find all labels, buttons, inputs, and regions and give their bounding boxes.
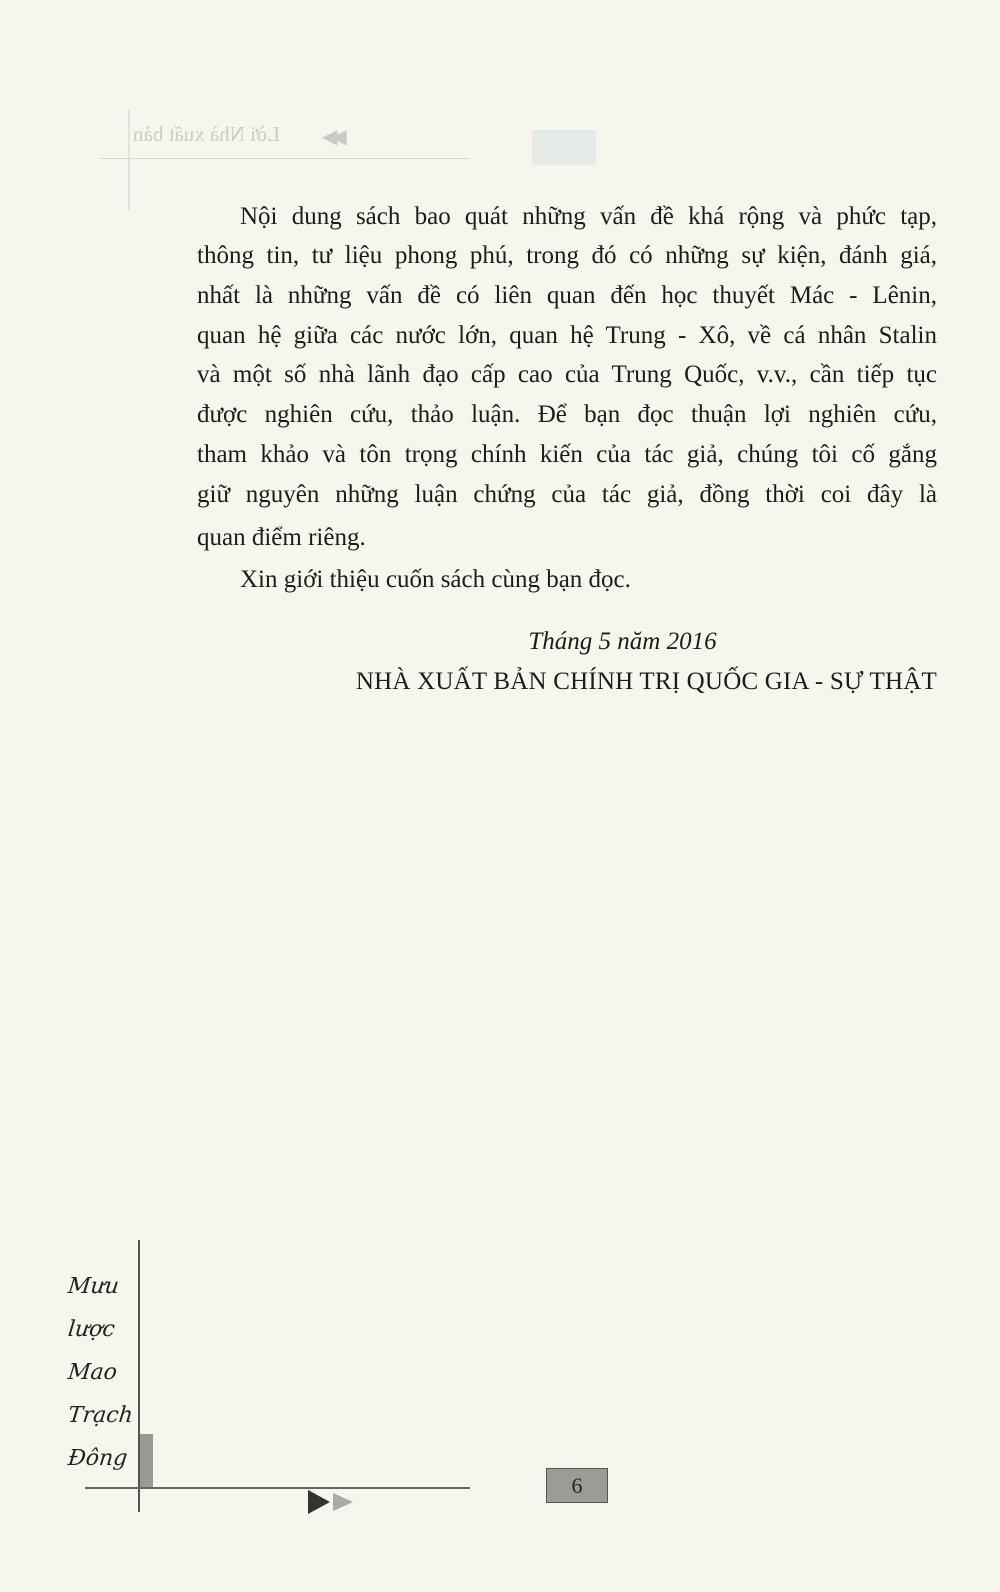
- header-rule: [100, 158, 470, 159]
- text-line: tham khảo và tôn trọng chính kiến của tác giả, chúng tôi cố gắng: [197, 441, 937, 468]
- book-title-word: Mưu: [66, 1274, 121, 1299]
- text-line: Xin giới thiệu cuốn sách cùng bạn đọc.: [240, 566, 631, 593]
- book-title-word: Mao: [66, 1360, 119, 1385]
- arrow-light-icon: [333, 1493, 353, 1511]
- text-line: quan hệ giữa các nước lớn, quan hệ Trung - Xô, về cá nhân Stalin: [197, 322, 937, 349]
- text-line: quan điểm riêng.: [197, 524, 366, 551]
- footer-rule: [85, 1487, 470, 1489]
- text-line: thông tin, tư liệu phong phú, trong đó có những sự kiện, đánh giá,: [197, 242, 937, 269]
- section-title-bleedthrough: Lời Nhà xuất bản: [133, 122, 280, 146]
- arrow-icon: ▶▶: [328, 126, 347, 148]
- book-title-word: Trạch: [66, 1403, 135, 1428]
- text-line: Nội dung sách bao quát những vấn đề khá rộng và phức tạp,: [240, 203, 937, 230]
- header-vertical-rule: [128, 110, 130, 210]
- text-line: được nghiên cứu, thảo luận. Để bạn đọc thuận lợi nghiên cứu,: [197, 401, 937, 428]
- publisher-signature: NHÀ XUẤT BẢN CHÍNH TRỊ QUỐC GIA - SỰ THẬT: [355, 668, 937, 695]
- text-line: nhất là những vấn đề có liên quan đến học thuyết Mác - Lênin,: [197, 282, 937, 309]
- book-title-word: Đông: [66, 1446, 129, 1471]
- arrow-dark-icon: [308, 1490, 330, 1514]
- text-line: và một số nhà lãnh đạo cấp cao của Trung Quốc, v.v., cần tiếp tục: [197, 361, 937, 388]
- page-number-box-bleedthrough: [532, 130, 596, 165]
- book-title-word: lược: [66, 1317, 117, 1342]
- footer-tab-block: [140, 1434, 153, 1487]
- date-line: Tháng 5 năm 2016: [528, 628, 717, 655]
- page-number: 6: [546, 1468, 608, 1503]
- text-line: giữ nguyên những luận chứng của tác giả, đồng thời coi đây là: [197, 481, 937, 508]
- book-title-vertical: [68, 1265, 133, 1480]
